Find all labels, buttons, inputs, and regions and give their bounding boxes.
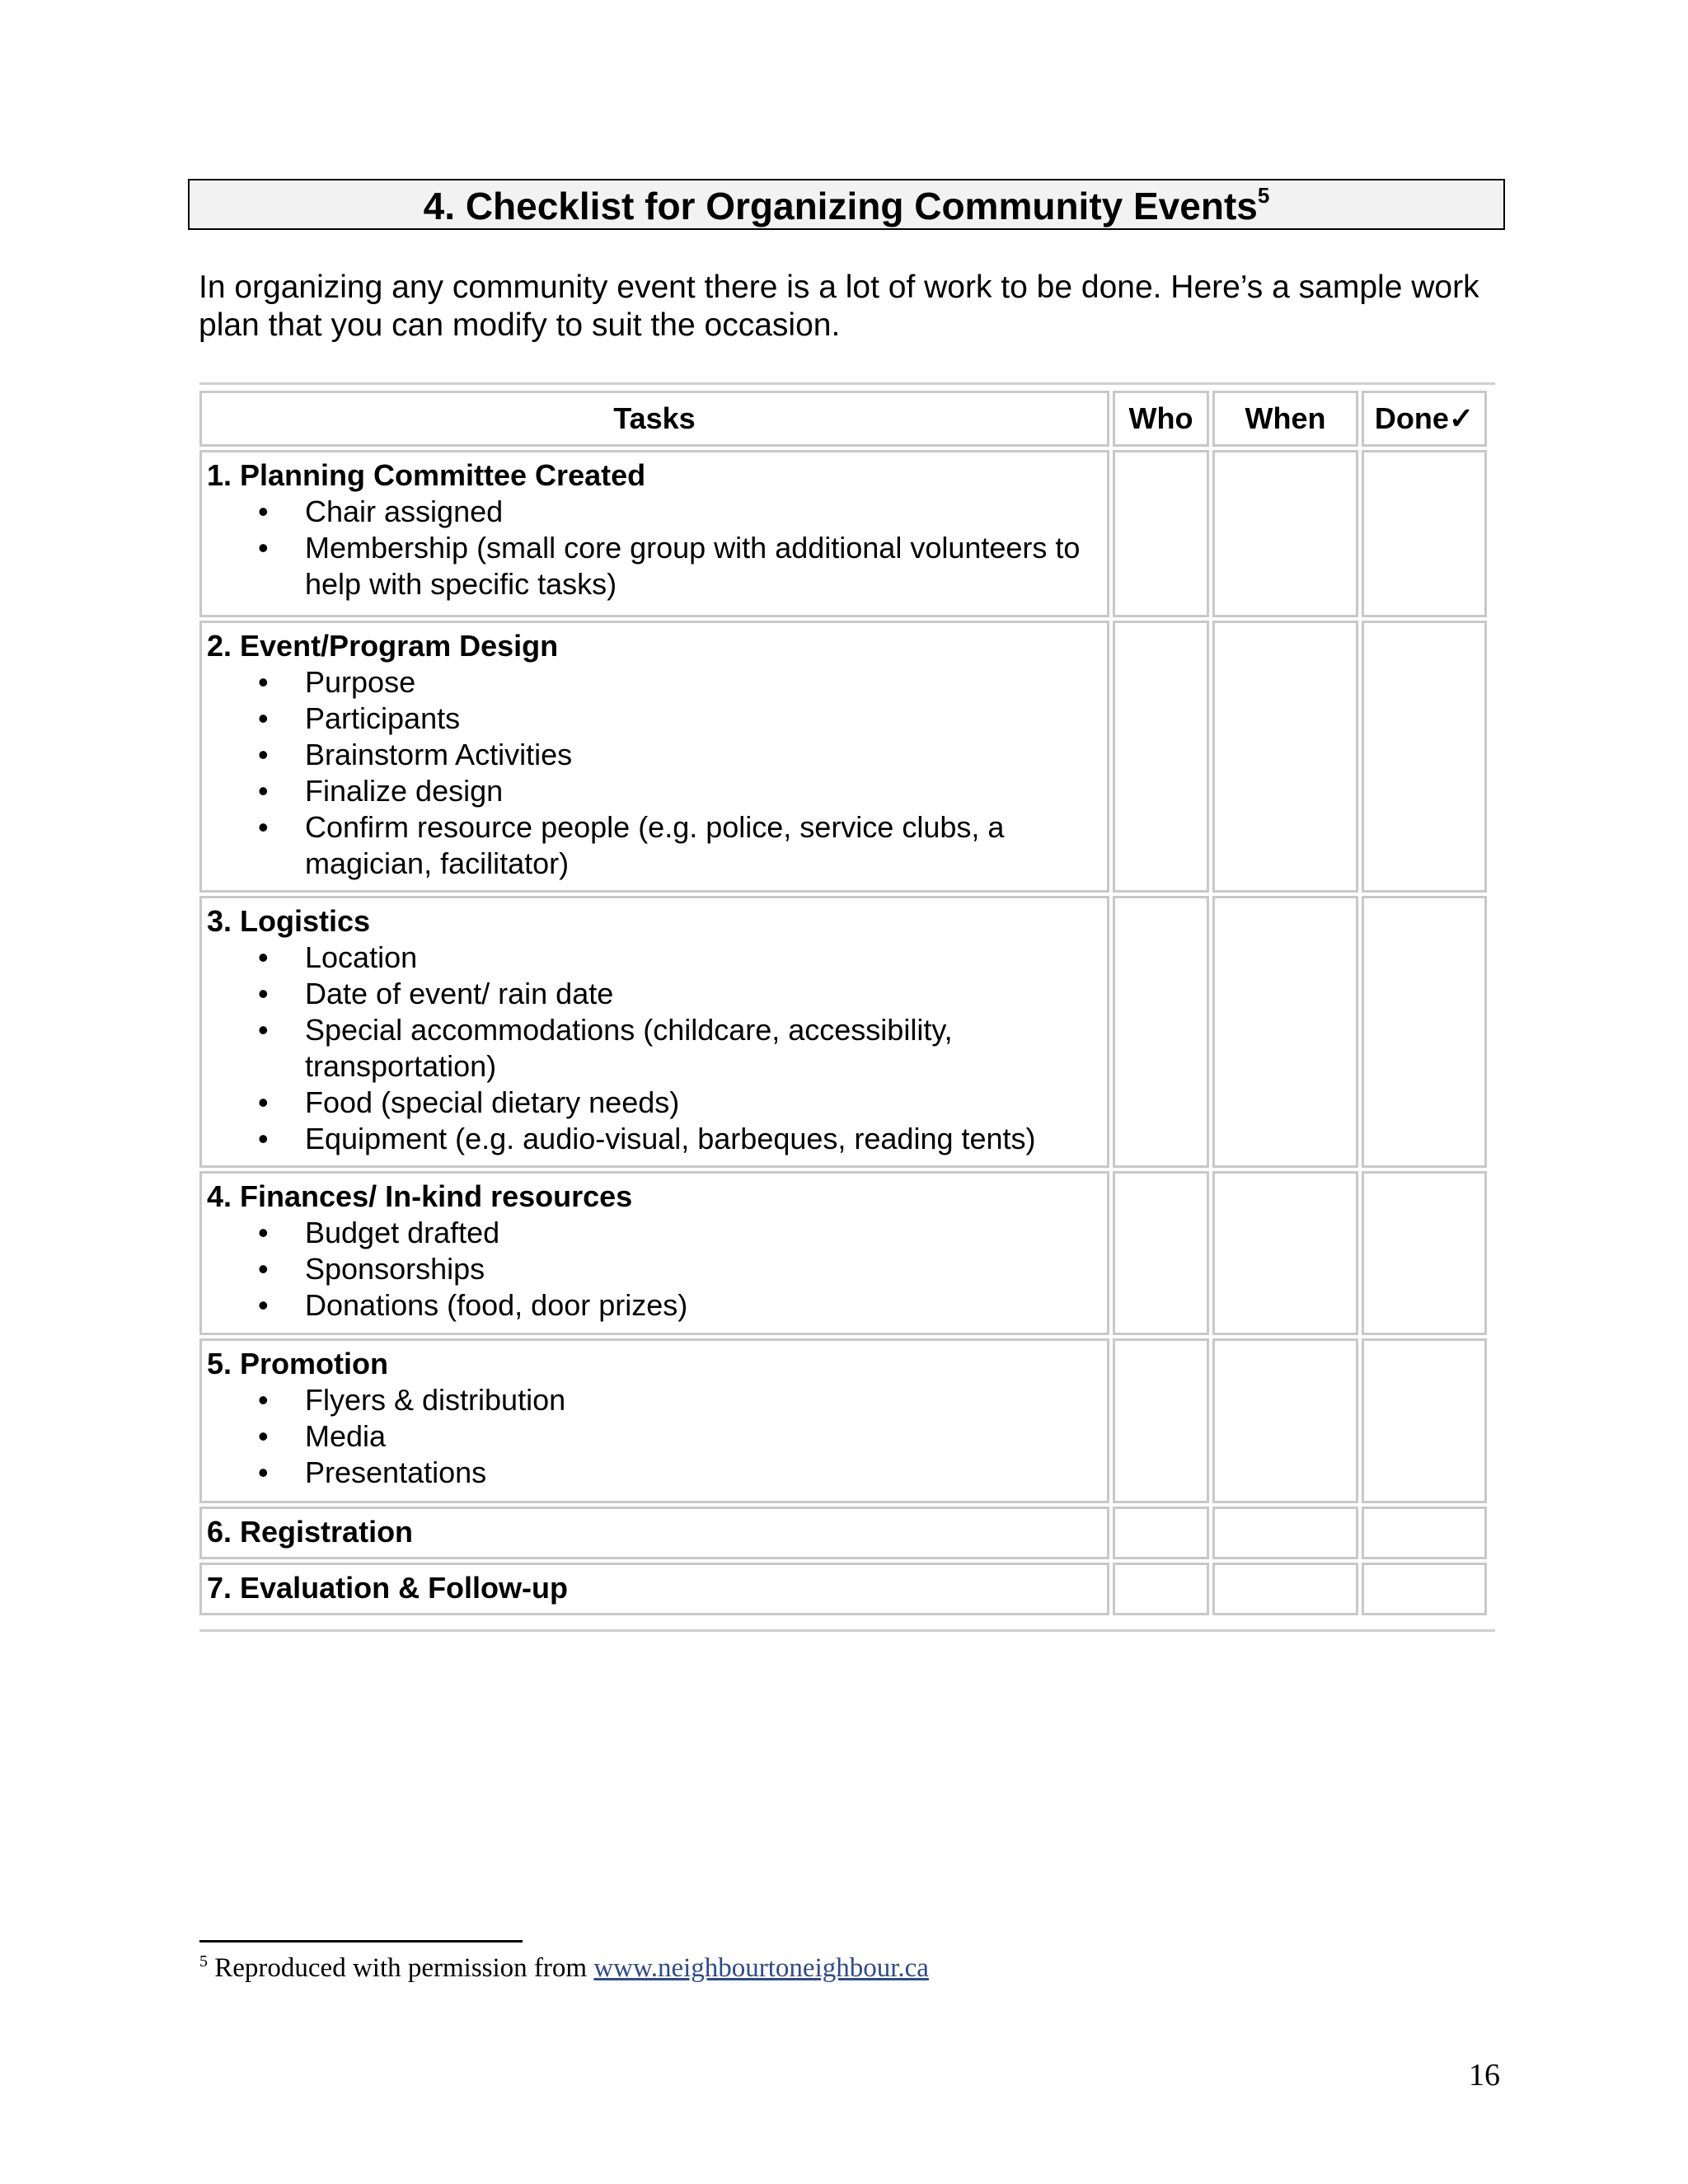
list-item: • Sponsorships <box>207 1251 1107 1287</box>
checklist-table <box>199 382 1495 1632</box>
header-tasks: Tasks <box>199 391 1109 447</box>
task-title-1: 1. Planning Committee Created <box>207 458 646 492</box>
header-who: Who <box>1113 391 1209 447</box>
list-item: • Chair assigned <box>207 494 1107 530</box>
list-item: • Confirm resource people (e.g. police, service clubs, a magician, facilitator) <box>207 809 1107 882</box>
list-item: • Food (special dietary needs) <box>207 1085 1107 1121</box>
task-title-2: 2. Event/Program Design <box>207 629 559 663</box>
who-cell-7[interactable] <box>1113 1563 1209 1615</box>
title-footnote-ref: 5 <box>1257 183 1270 208</box>
list-item: • Donations (food, door prizes) <box>207 1287 1107 1324</box>
when-cell-5[interactable] <box>1212 1338 1358 1503</box>
list-item: • Brainstorm Activities <box>207 737 1107 773</box>
header-done: Done✓ <box>1362 391 1487 447</box>
task-list-4 <box>207 1215 1107 1324</box>
who-cell-5[interactable] <box>1113 1338 1209 1503</box>
list-item: • Presentations <box>207 1455 1107 1491</box>
done-cell-4[interactable] <box>1362 1171 1487 1335</box>
task-cell-4 <box>199 1171 1109 1335</box>
task-title-4: 4. Finances/ In-kind resources <box>207 1179 633 1213</box>
task-cell-7 <box>199 1563 1109 1615</box>
who-cell-2[interactable] <box>1113 621 1209 893</box>
task-cell-2 <box>199 621 1109 893</box>
list-item: • Special accommodations (childcare, accessibility, transportation) <box>207 1012 1107 1085</box>
task-cell-1 <box>199 450 1109 617</box>
list-item: • Flyers & distribution <box>207 1382 1107 1418</box>
done-cell-7[interactable] <box>1362 1563 1487 1615</box>
who-cell-6[interactable] <box>1113 1507 1209 1559</box>
footnote-number: 5 <box>199 1952 208 1971</box>
task-title-3: 3. Logistics <box>207 904 371 938</box>
when-cell-7[interactable] <box>1212 1563 1358 1615</box>
when-cell-4[interactable] <box>1212 1171 1358 1335</box>
task-cell-3 <box>199 896 1109 1168</box>
footnote-text: Reproduced with permission from <box>214 1953 588 1983</box>
intro-paragraph: In organizing any community event there is a lot of work to be done. Here’s a sample work plan that you can modify to suit the occasion. <box>199 269 1479 343</box>
footnote-rule <box>199 1940 523 1943</box>
done-cell-1[interactable] <box>1362 450 1487 617</box>
header-when: When <box>1212 391 1358 447</box>
list-item: • Equipment (e.g. audio-visual, barbeques, reading tents) <box>207 1121 1107 1157</box>
task-list-2 <box>207 664 1107 882</box>
list-item: • Location <box>207 940 1107 976</box>
task-cell-5 <box>199 1338 1109 1503</box>
section-title: Checklist for Organizing Community Events <box>465 185 1258 227</box>
footnote-link[interactable]: www.neighbourtoneighbour.ca <box>593 1953 929 1983</box>
who-cell-3[interactable] <box>1113 896 1209 1168</box>
when-cell-6[interactable] <box>1212 1507 1358 1559</box>
done-cell-5[interactable] <box>1362 1338 1487 1503</box>
page-number: 16 <box>1469 2058 1500 2093</box>
when-cell-1[interactable] <box>1212 450 1358 617</box>
task-list-5 <box>207 1382 1107 1491</box>
list-item: • Finalize design <box>207 773 1107 809</box>
task-cell-6 <box>199 1507 1109 1559</box>
who-cell-4[interactable] <box>1113 1171 1209 1335</box>
done-cell-3[interactable] <box>1362 896 1487 1168</box>
list-item: • Budget drafted <box>207 1215 1107 1251</box>
when-cell-2[interactable] <box>1212 621 1358 893</box>
section-title-box <box>188 179 1505 230</box>
list-item: • Participants <box>207 701 1107 737</box>
who-cell-1[interactable] <box>1113 450 1209 617</box>
list-item: • Media <box>207 1418 1107 1455</box>
list-item: • Purpose <box>207 664 1107 701</box>
task-title-7: 7. Evaluation & Follow-up <box>207 1571 569 1605</box>
when-cell-3[interactable] <box>1212 896 1358 1168</box>
task-title-5: 5. Promotion <box>207 1347 389 1380</box>
footnote <box>199 1952 929 1985</box>
task-list-3 <box>207 940 1107 1157</box>
done-cell-6[interactable] <box>1362 1507 1487 1559</box>
list-item: • Date of event/ rain date <box>207 976 1107 1012</box>
task-list-1 <box>207 494 1107 602</box>
done-cell-2[interactable] <box>1362 621 1487 893</box>
list-item: • Membership (small core group with additional volunteers to help with specific tasks) <box>207 530 1107 602</box>
section-number: 4. <box>423 185 456 227</box>
task-title-6: 6. Registration <box>207 1515 414 1549</box>
